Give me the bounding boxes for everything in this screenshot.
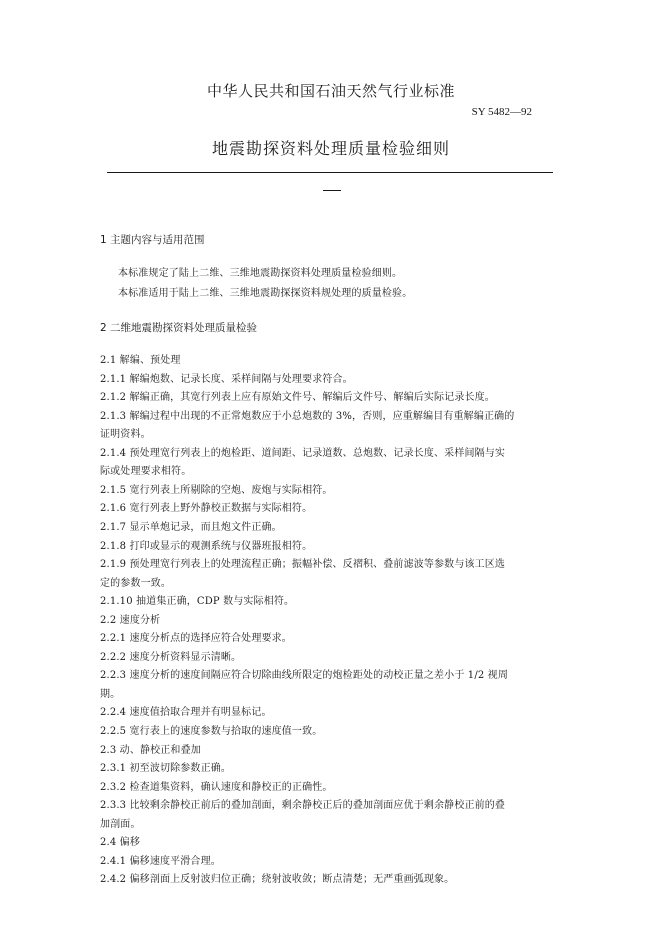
section-2-line: 2.1.7 显示单炮记录，而且炮文件正确。 — [100, 521, 282, 533]
section-2-line: 2.3.1 初至波切除参数正确。 — [100, 763, 232, 775]
section-2-line: 2.2.4 速度值拾取合理并有明显标记。 — [100, 707, 272, 719]
section-2-line: 2.2.2 速度分析资料显示清晰。 — [100, 651, 242, 663]
section-1-paragraph-1: 本标准规定了陆上二维、三维地震勘探资料处理质量检验细则。 — [118, 268, 403, 279]
standard-category-header: 中华人民共和国石油天然气行业标准 — [206, 82, 455, 100]
section-1-paragraph-2: 本标准适用于陆上二维、三维地震勘探探资料规处理的质量检验。 — [118, 288, 413, 299]
title-rule — [107, 172, 553, 173]
section-2-line: 2.3 动、静校正和叠加 — [100, 744, 201, 756]
section-2-line: 2.4.2 偏移剖面上反射波归位正确；绕射波收敛；断点清楚；无严重画弧现象。 — [100, 874, 455, 886]
section-2-line: 2.1.9 预处理宽行列表上的处理流程正确；振幅补偿、反褶积、叠前滤波等参数与该工区选 — [100, 559, 506, 571]
section-1-heading: 1 主题内容与适用范围 — [100, 234, 205, 246]
section-2-line: 2.1.8 打印或显示的观测系统与仪器班报相符。 — [100, 540, 313, 552]
section-2-line: 2.4.1 偏移速度平滑合理。 — [100, 855, 221, 867]
section-2-heading: 2 二维地震勘探资料处理质量检验 — [100, 322, 258, 334]
section-2-line: 2.2.5 宽行表上的速度参数与拾取的速度值一致。 — [100, 726, 323, 737]
standard-code: SY 5482—92 — [471, 106, 532, 118]
section-2-line: 期。 — [100, 688, 121, 700]
section-2-line: 加剖面。 — [100, 818, 141, 830]
section-2-line: 定的参数一致。 — [100, 577, 172, 589]
section-2-line: 2.1.3 解编过程中出现的不正常炮数应于小总炮数的 3%，否则，应重解编目有重解编正确的 — [100, 410, 515, 422]
section-2-line: 2.3.3 比较剩余静校正前后的叠加剖面，剩余静校正后的叠加剖面应优于剩余静校正前的叠 — [100, 800, 506, 812]
section-2-line: 2.4 偏移 — [100, 837, 140, 849]
section-2-line: 际或处理要求相符。 — [100, 466, 192, 478]
title-rule-dash — [323, 190, 341, 191]
section-2-line: 2.2.1 速度分析点的选择应符合处理要求。 — [100, 633, 292, 645]
section-2-line: 2.2.3 速度分析的速度间隔应符合切除曲线所限定的炮检距处的动校正量之差小于 1/2 视周 — [100, 670, 508, 682]
section-2-line: 2.1.6 宽行列表上野外静校正数据与实际相符。 — [100, 503, 313, 515]
section-2-line: 2.1 解编、预处理 — [100, 355, 181, 366]
section-2-line: 2.1.4 预处理宽行列表上的炮检距、道间距、记录道数、总炮数、记录长度、采样间隔与实 — [100, 447, 506, 459]
section-2-line: 证明资料。 — [100, 429, 151, 441]
section-2-line: 2.3.2 检查道集资料，确认速度和静校正的正确性。 — [100, 781, 333, 793]
section-2-line: 2.1.5 宽行列表上所剔除的空炮、废炮与实际相符。 — [100, 484, 333, 496]
section-2-line: 2.2 速度分析 — [100, 614, 161, 626]
section-2-line: 2.1.2 解编正确，其宽行列表上应有原始文件号、解编后文件号、解编后实际记录长度。 — [100, 392, 495, 404]
document-title: 地震勘探资料处理质量检验细则 — [211, 139, 450, 158]
section-2-line: 2.1.10 抽道集正确，CDP 数与实际相符。 — [100, 596, 295, 608]
section-2-line: 2.1.1 解编炮数、记录长度、采样间隔与处理要求符合。 — [100, 373, 353, 385]
